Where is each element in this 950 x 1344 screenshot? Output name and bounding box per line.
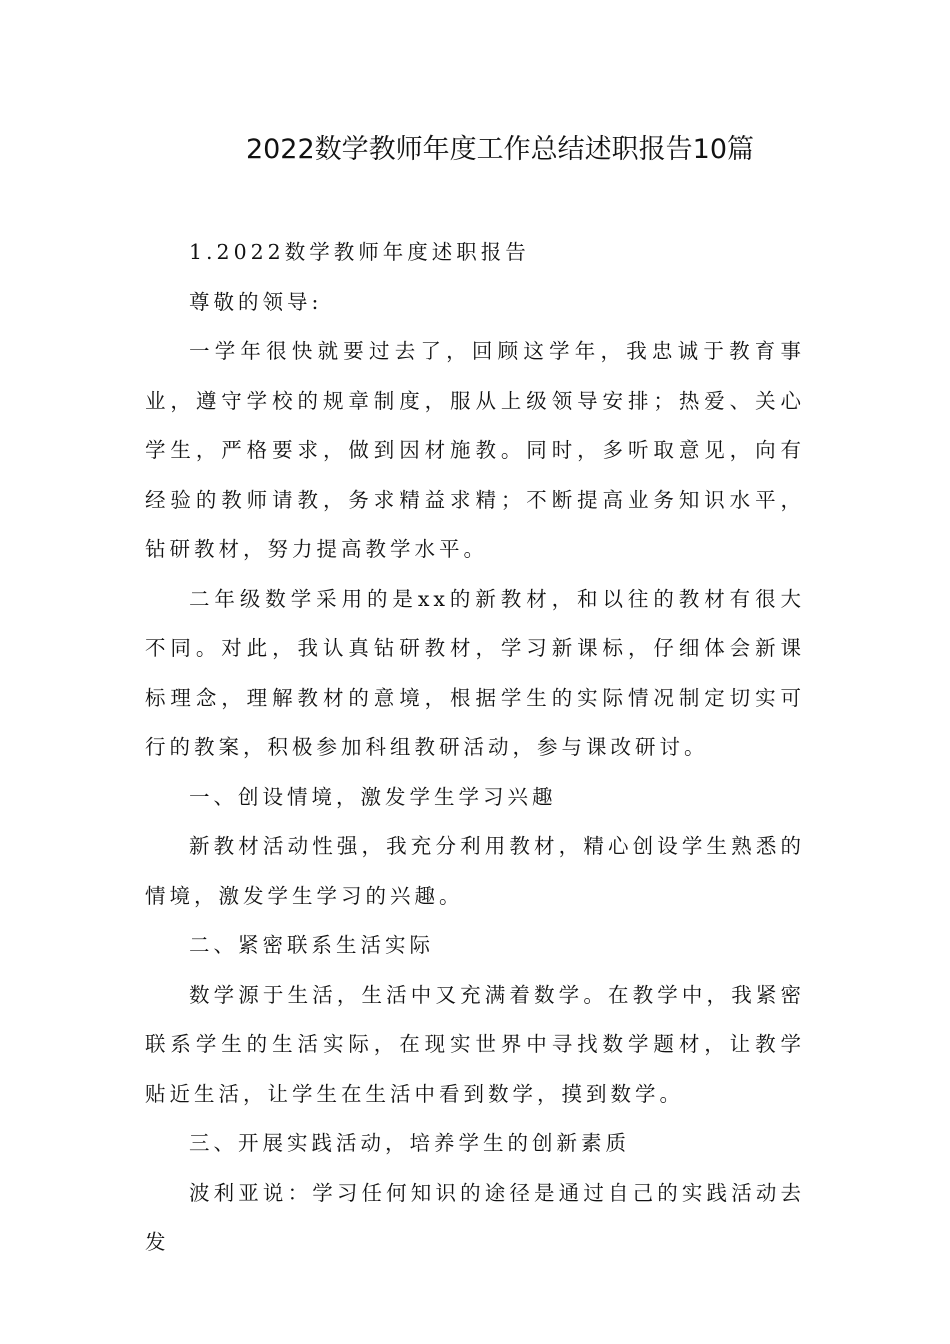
salutation: 尊敬的领导: xyxy=(189,289,323,314)
body-paragraph: 波利亚说：学习任何知识的途径是通过自己的实践活动去发 xyxy=(145,1180,805,1254)
body-paragraph: 二年级数学采用的是xx的新教材，和以往的教材有很大不同。对此，我认真钻研教材，学习新课标，仔细体会新课标理念，理解教材的意境，根据学生的实际情况制定切实可行的教案，积极参加科组教研活动，参与课改研讨。 xyxy=(145,586,805,759)
subheading: 一、创设情境，激发学生学习兴趣 xyxy=(189,784,557,809)
body-paragraph: 一学年很快就要过去了，回顾这学年，我忠诚于教育事业，遵守学校的规章制度，服从上级领导安排；热爱、关心学生，严格要求，做到因材施教。同时，多听取意见，向有经验的教师请教，务求精益求精；不断提高业务知识水平，钻研教材，努力提高教学水平。 xyxy=(145,339,805,561)
document-body xyxy=(145,228,805,1268)
body-paragraph: 新教材活动性强，我充分利用教材，精心创设学生熟悉的情境，激发学生学习的兴趣。 xyxy=(145,834,805,908)
document-title: 2022数学教师年度工作总结述职报告10篇 xyxy=(245,134,755,165)
subheading: 二、紧密联系生活实际 xyxy=(189,933,434,957)
section-heading-report-1: 1.2022数学教师年度述职报告 xyxy=(189,240,530,264)
body-paragraph: 数学源于生活，生活中又充满着数学。在教学中，我紧密联系学生的生活实际，在现实世界中寻找数学题材，让教学贴近生活，让学生在生活中看到数学，摸到数学。 xyxy=(145,982,805,1106)
subheading: 三、开展实践活动，培养学生的创新素质 xyxy=(189,1131,630,1155)
